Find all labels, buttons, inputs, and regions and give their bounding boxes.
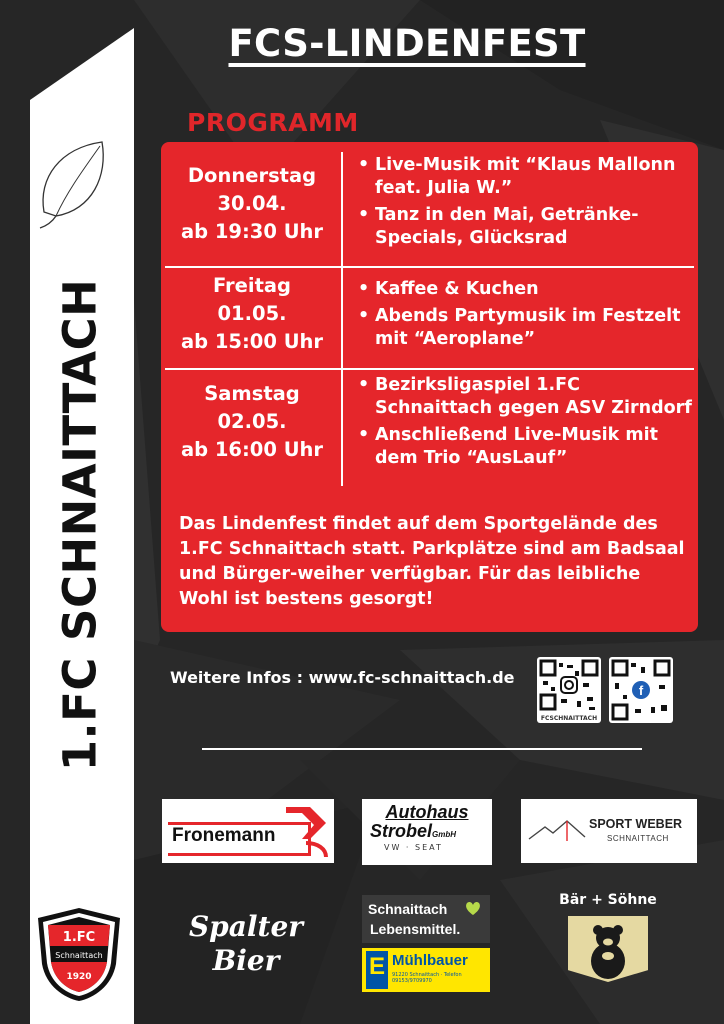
schedule-day bbox=[161, 380, 343, 464]
sponsor-baer-soehne bbox=[568, 916, 648, 982]
day-name: Donnerstag bbox=[187, 164, 317, 187]
side-club-name: 1.FC SCHNAITTACH bbox=[53, 278, 107, 772]
spalter-line2: Bier bbox=[212, 944, 280, 977]
crest-year-text: 1920 bbox=[66, 972, 92, 982]
lebensmittel-line1: Schnaittach bbox=[368, 901, 448, 917]
crest-top-text: 1.FC bbox=[62, 930, 96, 945]
sponsor-fronemann bbox=[162, 799, 334, 863]
mountain-icon bbox=[527, 817, 587, 843]
edeka-logo bbox=[362, 948, 490, 992]
lebensmittel-banner bbox=[362, 895, 490, 943]
qr-pattern bbox=[609, 657, 673, 723]
list-item: • Anschließend Live-Musik mit dem Trio “AusLauf” bbox=[356, 424, 696, 470]
qr-pattern bbox=[537, 657, 601, 713]
edeka-letter: E bbox=[366, 951, 388, 989]
sportweber-town: SCHNAITTACH bbox=[607, 834, 669, 843]
event-info-text: Das Lindenfest findet auf dem Sportgelände des 1.FC Schnaittach statt. Parkplätze sind am Badsaal und Bürger-weiher verfügbar. Für das leibliche Wohl ist bestens gesorgt! bbox=[179, 514, 685, 609]
heart-icon bbox=[464, 899, 482, 917]
website-info[interactable]: Weitere Infos : www.fc-schnaittach.de bbox=[170, 668, 515, 687]
autohaus-name: Strobel bbox=[370, 821, 433, 841]
sponsor-sport-weber bbox=[521, 799, 697, 863]
schedule-items bbox=[356, 374, 696, 474]
row-divider bbox=[165, 266, 694, 268]
list-item: • Tanz in den Mai, Getränke-Specials, Glücksrad bbox=[356, 204, 696, 250]
edeka-owner: Mühlbauer bbox=[392, 952, 468, 969]
fronemann-name: Fronemann bbox=[172, 825, 276, 846]
autohaus-line2 bbox=[370, 821, 456, 842]
day-date: 02.05. bbox=[217, 410, 287, 433]
programm-heading: PROGRAMM bbox=[187, 108, 359, 137]
autohaus-brand-logos: VW · SEAT bbox=[384, 843, 443, 852]
page-title: FCS-LINDENFEST bbox=[228, 22, 586, 65]
edeka-address: 91220 Schnaittach · Telefon 09153/9709970 bbox=[392, 972, 462, 984]
svg-text:f: f bbox=[638, 683, 644, 698]
schedule-day bbox=[161, 272, 343, 356]
list-item: • Live-Musik mit “Klaus Mallonn feat. Julia W.” bbox=[356, 154, 696, 200]
day-time: ab 16:00 Uhr bbox=[180, 438, 324, 461]
fronemann-arrow-icon bbox=[282, 803, 330, 859]
sponsor-autohaus-strobel bbox=[362, 799, 492, 865]
list-item: • Kaffee & Kuchen bbox=[356, 278, 696, 301]
crest-middle-text: Schnaittach bbox=[55, 951, 103, 960]
row-divider bbox=[165, 368, 694, 370]
sportweber-name: SPORT WEBER bbox=[589, 817, 683, 831]
day-name: Freitag bbox=[212, 274, 292, 297]
autohaus-line1: Autohaus bbox=[385, 802, 469, 822]
spalter-line1: Spalter bbox=[188, 910, 304, 943]
day-name: Samstag bbox=[204, 382, 300, 405]
schedule-items bbox=[356, 154, 696, 254]
club-crest-logo bbox=[36, 906, 122, 1002]
day-time: ab 19:30 Uhr bbox=[180, 220, 324, 243]
qr-code-instagram[interactable] bbox=[537, 657, 601, 723]
sponsor-schnaittach-lebensmittel bbox=[362, 895, 490, 995]
schedule-day bbox=[161, 162, 343, 246]
sponsor-spalter-bier bbox=[186, 910, 306, 978]
list-item: • Abends Partymusik im Festzelt mit “Aeroplane” bbox=[356, 305, 696, 351]
program-box bbox=[161, 142, 698, 632]
section-divider bbox=[202, 748, 642, 750]
leaf-icon bbox=[36, 134, 128, 234]
bear-icon bbox=[568, 916, 648, 982]
qr-code-facebook[interactable] bbox=[609, 657, 673, 723]
schedule-items bbox=[356, 278, 696, 355]
qr-caption: FCSCHNAITTACH bbox=[540, 715, 598, 722]
day-time: ab 15:00 Uhr bbox=[180, 330, 324, 353]
day-date: 30.04. bbox=[217, 192, 287, 215]
autohaus-gmbh: GmbH bbox=[432, 830, 457, 839]
lebensmittel-line2: Lebensmittel. bbox=[370, 921, 461, 937]
day-date: 01.05. bbox=[217, 302, 287, 325]
baer-soehne-title: Bär + Söhne bbox=[559, 892, 657, 908]
list-item: • Bezirksligaspiel 1.FC Schnaittach gegen ASV Zirndorf bbox=[356, 374, 696, 420]
